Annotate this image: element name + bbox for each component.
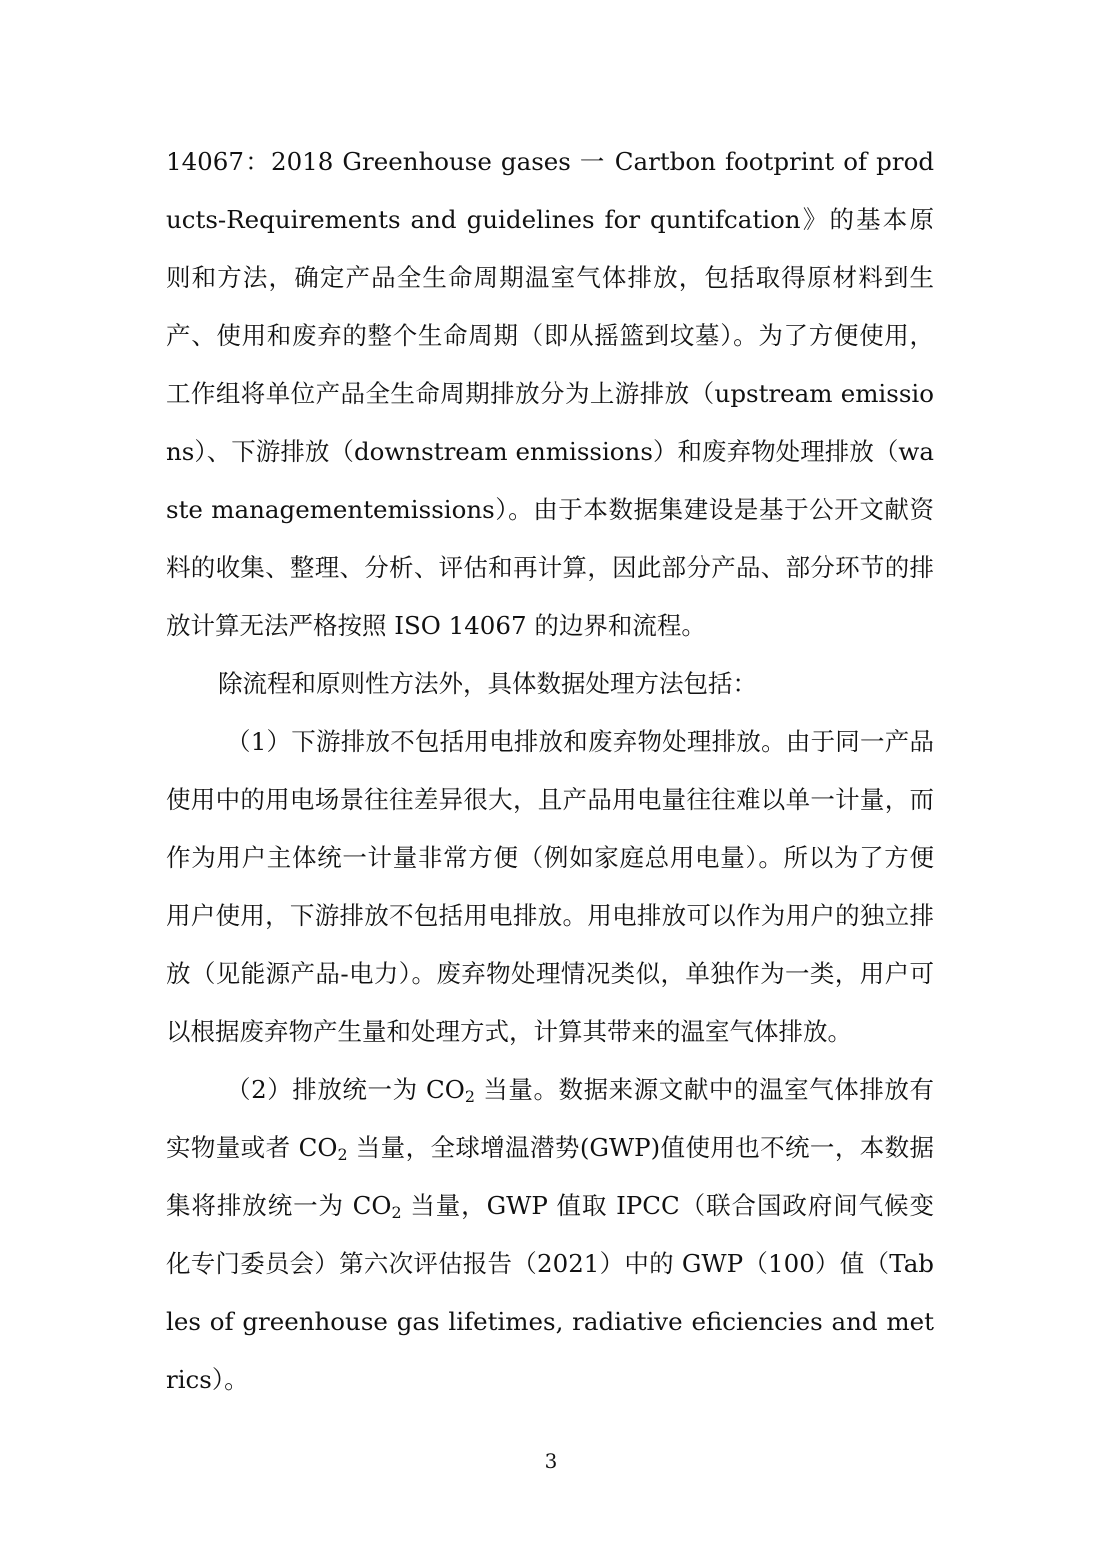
body-text (166, 133, 934, 1409)
co2-subscript: 2 (391, 1202, 402, 1222)
paragraph-methods-intro: 除流程和原则性方法外，具体数据处理方法包括： (218, 669, 757, 698)
item-2-text-b: 当量。数据来源文献中的温室气体排放有实物量或者 CO (166, 1075, 934, 1162)
co2-subscript: 2 (337, 1144, 348, 1164)
page-number: 3 (544, 1449, 558, 1473)
paragraph-methodology: 14067：2018 Greenhouse gases 一 Cartbon footprint of products-Requirements and guidelines for quntifcation》的基本原则和方法，确定产品全生命周期温室气体排放，包括取得原材料到生产、使用和废弃的整个生命周期（即从摇篮到坟墓）。为了方便使用，工作组将单位产品全生命周期排放分为上游排放（upstream emissions）、下游排放（downstream enmissions）和废弃物处理排放（waste managementemissions）。由于本数据集建设是基于公开文献资料的收集、整理、分析、评估和再计算，因此部分产品、部分环节的排放计算无法严格按照 ISO 14067 的边界和流程。 (166, 147, 934, 640)
paragraph-item-2 (166, 1061, 934, 1409)
item-2-text-a: （2）排放统一为 CO (226, 1075, 465, 1104)
co2-subscript: 2 (464, 1086, 475, 1106)
item-2-text-d: 当量，GWP 值取 IPCC（联合国政府间气候变化专门委员会）第六次评估报告（2021）中的 GWP（100）值（Tables of greenhouse gas lifetimes, radiative eficiencies and metrics）。 (166, 1191, 934, 1394)
paragraph-item-1: （1）下游排放不包括用电排放和废弃物处理排放。由于同一产品使用中的用电场景往往差异很大，且产品用电量往往难以单一计量，而作为用户主体统一计量非常方便（例如家庭总用电量）。所以为了方便用户使用，下游排放不包括用电排放。用电排放可以作为用户的独立排放（见能源产品-电力）。废弃物处理情况类似，单独作为一类，用户可以根据废弃物产生量和处理方式，计算其带来的温室气体排放。 (166, 727, 934, 1046)
item-2-text-c: 当量，全球增温潜势(GWP)值使用也不统一，本数据集将排放统一为 CO (166, 1133, 935, 1220)
